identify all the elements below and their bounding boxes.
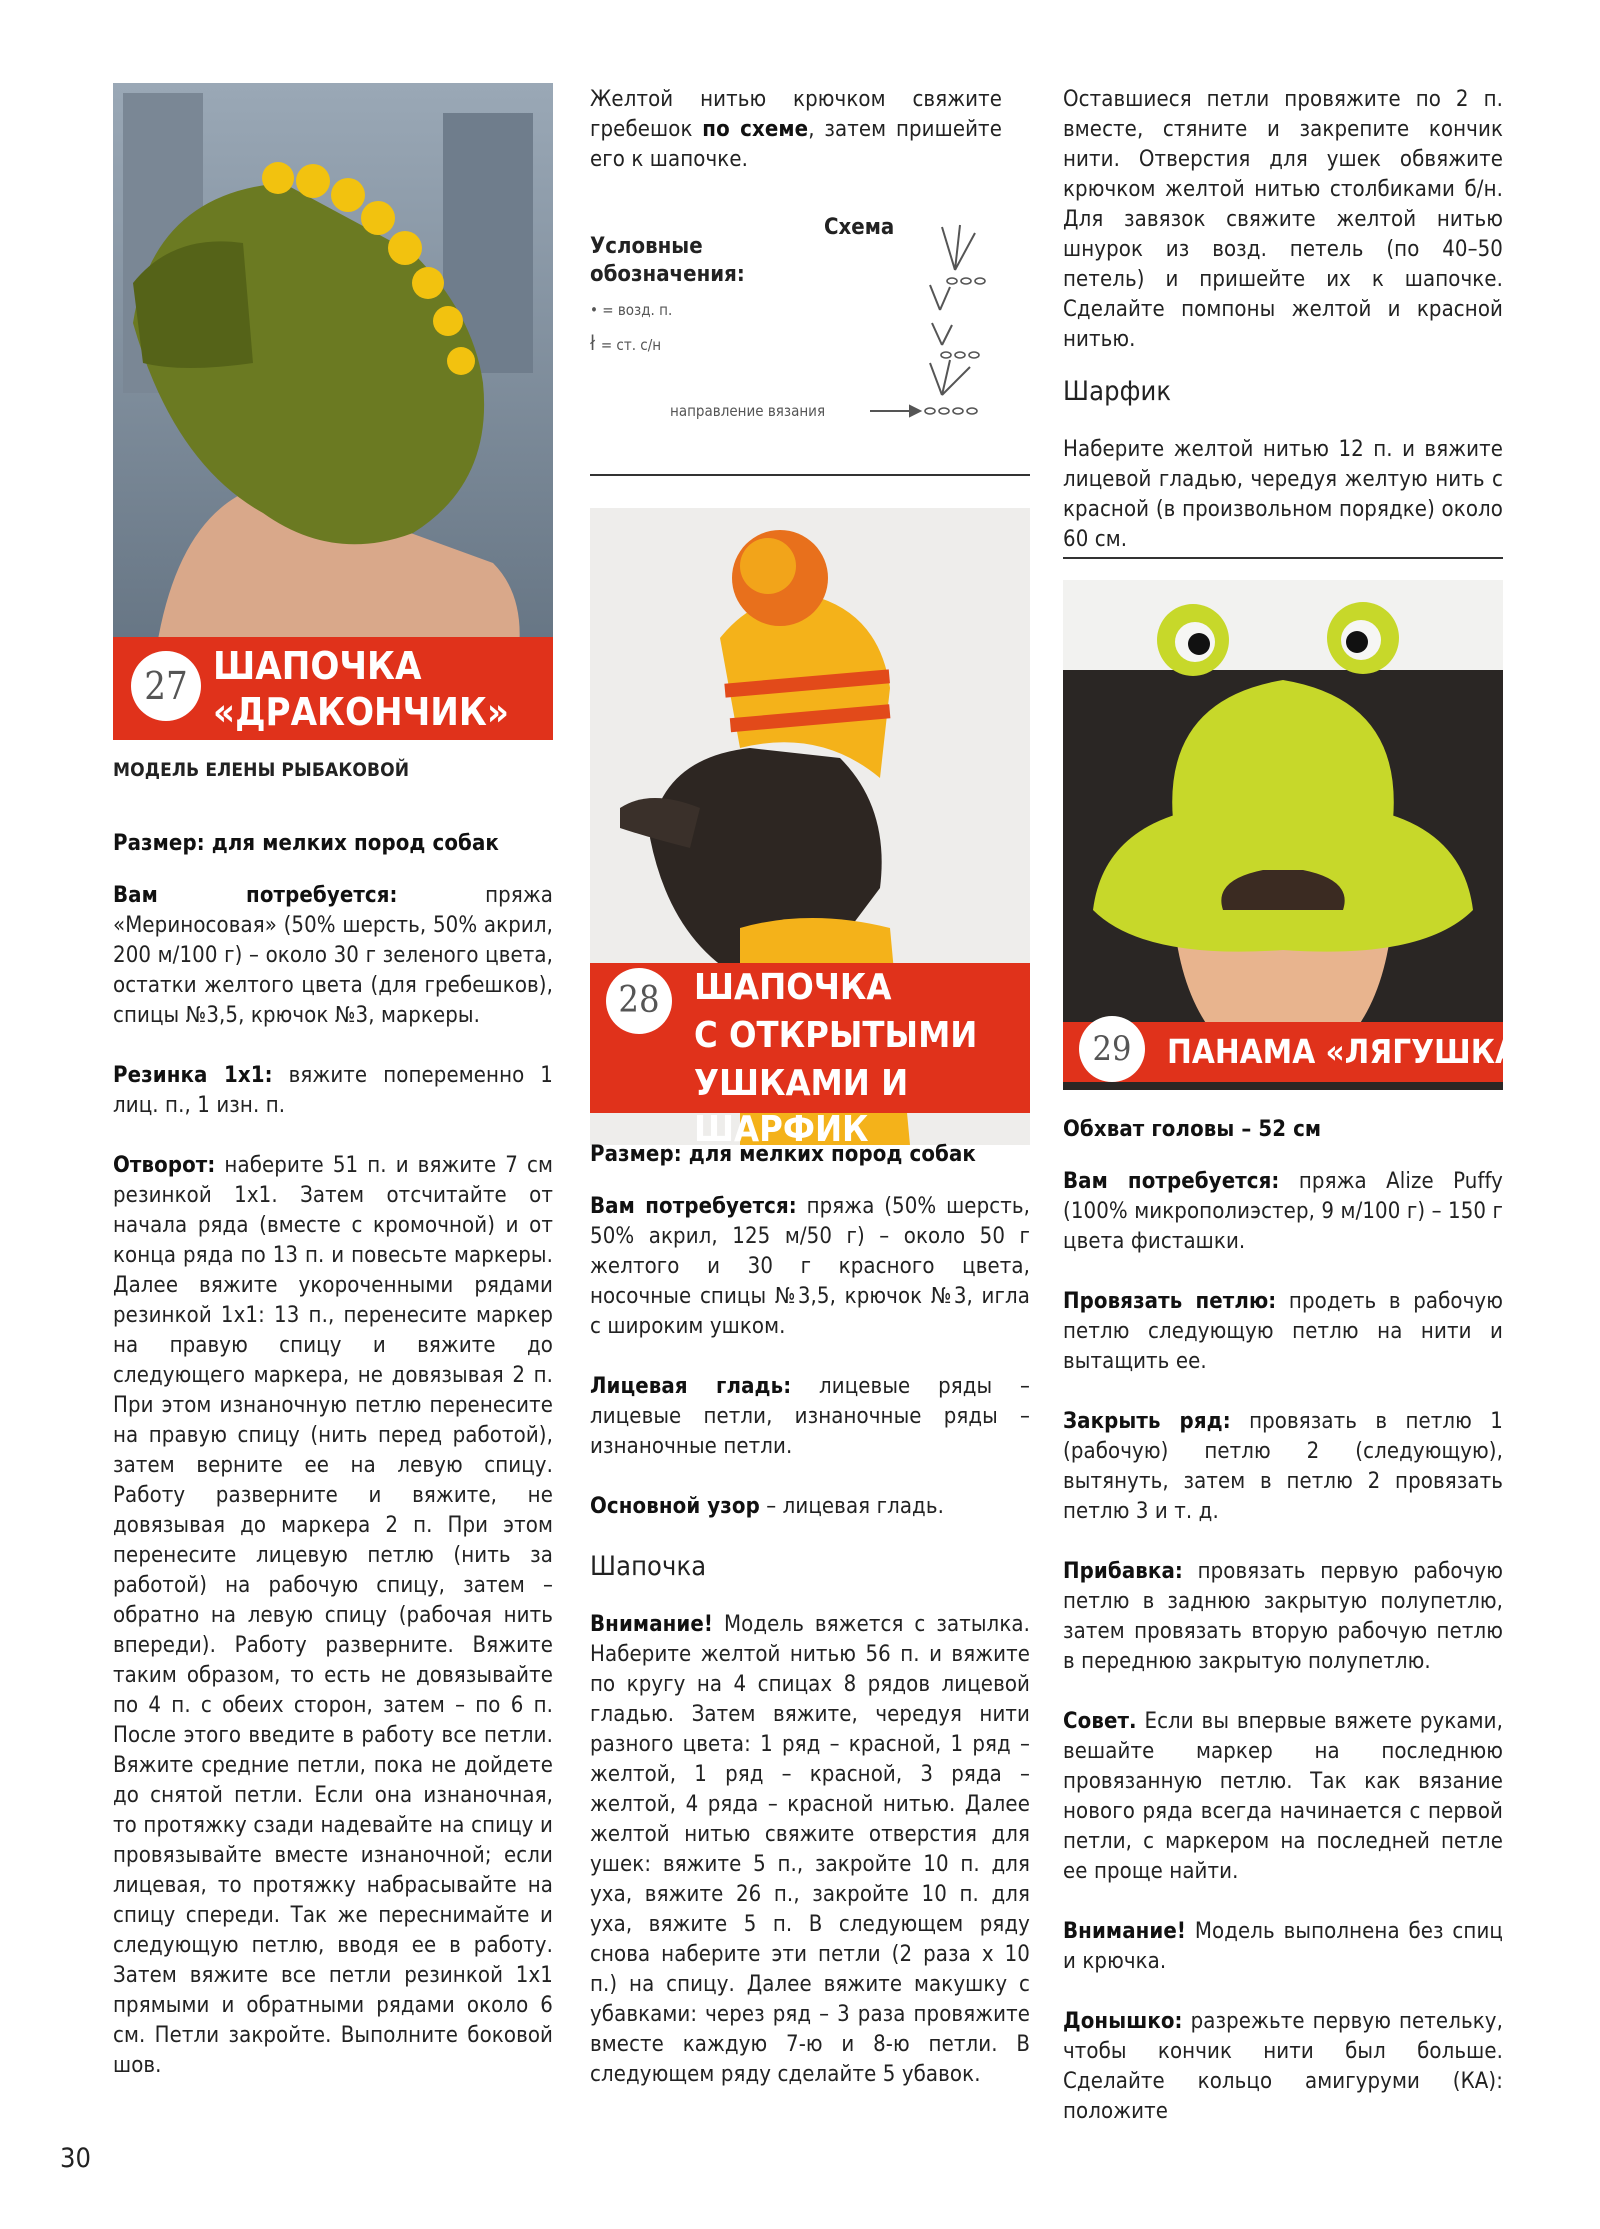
model-title-line-2: С ОТКРЫТЫМИ [694, 1015, 978, 1056]
loop-paragraph: Провязать петлю: продеть в рабочую петлю следующую петлю на нити и вытащить ее. [1063, 1289, 1503, 1374]
increase-paragraph: Прибавка: провязать первую рабочую петлю в заднюю закрытую полупетлю, затем провязать вторую рабочую петлю в переднюю закрытую полупетлю. [1063, 1559, 1503, 1674]
hat-heading: Шапочка [590, 1551, 707, 1582]
rib-paragraph: Резинка 1х1: вяжите попеременно 1 лиц. п., 1 изн. п. [113, 1063, 553, 1118]
model-title-line-1: ШАПОЧКА [694, 967, 892, 1008]
model-title-line-1: ШАПОЧКА [213, 644, 422, 688]
model-title: ПАНАМА «ЛЯГУШКА» [1167, 1032, 1538, 1071]
frog-hat-illustration [1063, 580, 1503, 1090]
photo-frog-hat [1063, 580, 1503, 1090]
banner-model-28 [590, 963, 1030, 1150]
divider-column-2 [590, 474, 1030, 476]
legend-title-2: обозначения: [590, 262, 745, 287]
scarf-paragraph: Наберите желтой нитью 12 п. и вяжите лицевой гладью, чередуя желтую нить с красной (в произвольном порядке) около 60 см. [1063, 437, 1503, 552]
materials-paragraph: Вам потребуется: пряжа (50% шерсть, 50% акрил, 125 м/50 г) – около 50 г желтого и 30 г красного цвета, носочные спицы №3,5, крючок №3, игла с широким ушком. [590, 1194, 1030, 1339]
model-title-line-2: «ДРАКОНЧИК» [213, 690, 509, 734]
attention-paragraph: Внимание! Модель выполнена без спиц и крючка. [1063, 1919, 1503, 1974]
model-title-line-3: УШКАМИ И ШАРФИК [694, 1063, 909, 1150]
column-1-text [113, 755, 553, 2111]
continue-paragraph: Оставшиеся петли провяжите по 2 п. вместе, стяните и закрепите кончик нити. Отверстия для ушек обвяжите крючком желтой нитью столбиками б/н. Для завязок свяжите желтой нитью шнурок из возд. петель (по 40–50 петель) и пришейте их к шапочке. Сделайте помпоны желтой и красной нитью. [1063, 87, 1503, 352]
banner-model-27 [113, 637, 553, 740]
model-number-badge: 28 [606, 968, 672, 1034]
size-line: Размер: для мелких пород собак [590, 1142, 976, 1167]
scheme-direction-label: направление вязания [670, 402, 826, 420]
column-2-text [590, 1140, 1030, 2120]
scheme-title: Схема [824, 215, 895, 240]
model-number-badge: 29 [1079, 1016, 1145, 1082]
column-3-text [1063, 1115, 1503, 2157]
materials-paragraph: Вам потребуется: пряжа Alize Puffy (100% микрополиэстер, 9 м/100 г) – 150 г цвета фисташки. [1063, 1169, 1503, 1254]
column-2-intro [590, 85, 1002, 205]
legend-title-1: Условные [590, 234, 703, 259]
scarf-heading: Шарфик [1063, 376, 1172, 407]
size-line: Размер: для мелких пород собак [113, 831, 499, 856]
divider-column-3 [1063, 557, 1503, 559]
legend-chain: • = возд. п. [590, 301, 673, 319]
model-number-badge: 27 [131, 651, 201, 721]
legend-dc: ł = ст. с/н [590, 331, 662, 355]
crochet-legend [590, 233, 790, 355]
bottom-paragraph: Донышко: разрежьте первую петельку, чтобы кончик нити был больше. Сделайте кольцо амигуруми (КА): положите [1063, 2009, 1503, 2124]
main-pattern-paragraph: Основной узор – лицевая гладь. [590, 1494, 944, 1519]
banner-model-29 [1063, 1022, 1538, 1082]
close-row-paragraph: Закрыть ряд: провязать в петлю 1 (рабочую) петлю 2 (следующую), вытянуть, затем в петлю 2 провязать петлю 3 и т. д. [1063, 1409, 1503, 1524]
model-author: МОДЕЛЬ ЕЛЕНЫ РЫБАКОВОЙ [113, 759, 410, 781]
materials-paragraph: Вам потребуется: пряжа «Мериносовая» (50% шерсть, 50% акрил, 200 м/100 г) – около 30 г зеленого цвета, остатки желтого цвета (для гребешков), спицы №3,5, крючок №3, маркеры. [113, 883, 553, 1028]
hat-instructions: Внимание! Модель вяжется с затылка. Наберите желтой нитью 56 п. и вяжите по кругу на 4 спицах 8 рядов лицевой гладью. Затем вяжите, чередуя нити разного цвета: 1 ряд – красной, 1 ряд – желтой, 1 ряд – красной, 3 ряда – желтой, 4 ряда – красной нитью. Далее желтой нитью свяжите отверстия для ушек: вяжите 5 п., закройте 10 п. для уха, вяжите 26 п., закройте 10 п. для уха, вяжите 5 п. В следующем ряду снова наберите эти петли (2 раза х 10 п.) на спицу. Далее вяжите макушку с убавками: через ряд – 3 раза провяжите вместе каждую 7-ю и 8-ю петли. В следующем ряду сделайте 5 убавок. [590, 1612, 1030, 2087]
crest-instructions: Желтой нитью крючком свяжите гребешок по схеме, затем пришейте его к шапочке. [590, 87, 1002, 172]
crochet-scheme [670, 215, 1010, 425]
page-number: 30 [60, 2143, 91, 2174]
scheme-diagram-icon [780, 215, 1010, 425]
column-3-top-text [1063, 85, 1503, 585]
head-size-line: Обхват головы – 52 см [1063, 1117, 1322, 1142]
stockinette-paragraph: Лицевая гладь: лицевые ряды – лицевые петли, изнаночные ряды – изнаночные петли. [590, 1374, 1030, 1459]
cuff-paragraph: Отворот: наберите 51 п. и вяжите 7 см резинкой 1х1. Затем отсчитайте от начала ряда (вместе с кромочной) и от конца ряда по 13 п. и повесьте маркеры. Далее вяжите укороченными рядами резинкой 1х1: 13 п., перенесите маркер на правую спицу и вяжите до следующего маркера, не довязывая 2 п. При этом изнаночную петлю перенесите на правую спицу (нить перед работой), затем верните ее на левую спицу. Работу разверните и вяжите, не довязывая до маркера 2 п. При этом перенесите лицевую петлю (нить за работой) на рабочую спицу, затем – обратно на левую спицу (рабочая нить впереди). Работу разверните. Вяжите таким образом, то есть не довязывайте по 4 п. с обеих сторон, затем – по 6 п. После этого введите в работу все петли. Вяжите средние петли, пока не дойдете до снятой петли. Если она изнаночная, то протяжку сзади надевайте на спицу и провязывайте вместе изнаночной; если лицевая, то протяжку набрасывайте на спицу спереди. Так же переснимайте и следующую петлю, вводя ее в работу. Затем вяжите все петли резинкой 1х1 прямыми и обратными рядами около 6 см. Петли закройте. Выполните боковой шов. [113, 1153, 553, 2078]
tip-paragraph: Совет. Если вы впервые вяжете руками, вешайте маркер на последнюю провязанную петлю. Так как вязание нового ряда всегда начинается с первой петли, с маркером на последней петле ее проще найти. [1063, 1709, 1503, 1884]
